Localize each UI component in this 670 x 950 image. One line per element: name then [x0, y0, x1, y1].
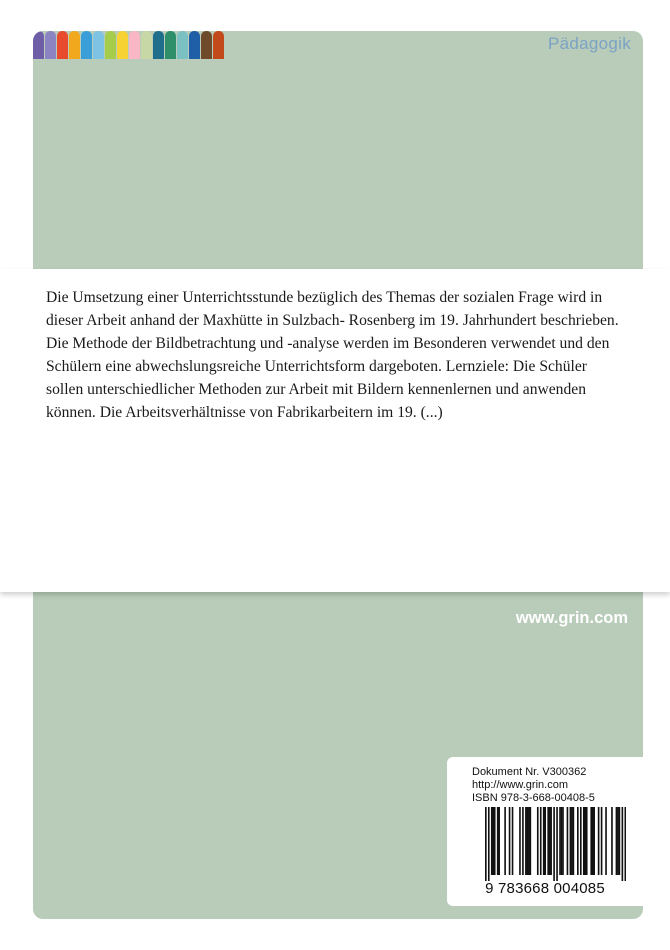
color-stripe	[141, 31, 152, 59]
barcode-bar	[498, 807, 500, 875]
barcode-bar	[584, 807, 586, 875]
barcode-bar	[622, 807, 624, 881]
barcode-bar	[509, 807, 511, 875]
barcode-bar	[616, 807, 618, 875]
barcode-bar	[485, 807, 487, 881]
barcode-bar	[549, 807, 551, 875]
barcode-bar	[559, 807, 561, 875]
barcode-bar	[605, 807, 607, 875]
barcode-bar	[567, 807, 569, 875]
barcode-bar	[491, 807, 493, 875]
barcode-bar	[537, 807, 539, 875]
color-stripe	[129, 31, 140, 59]
barcode-bar	[619, 807, 621, 875]
barcode-bar	[550, 807, 552, 875]
barcode-bar	[593, 807, 595, 875]
barcode-bar	[580, 807, 582, 875]
barcode-bar	[590, 807, 592, 875]
abstract-text: Die Umsetzung einer Unterrichtsstunde bezüglich des Themas der sozialen Frage wird in dieser Arbeit anhand der Maxhütte in Sulzbach- Rosenberg im 19. Jahrhundert beschrieben. Die Methode der Bildbetrachtung und -analyse werden im Besonderen verwendet und den Schülern eine abwechslungsreiche Unterrichtsform dargeboten. Lernziele: Die Schüler sollen unterschiedlicher Methoden zur Arbeit mit Bildern kennenlernen und anwenden können. Die Arbeitsverhältnisse von Fabrikarbeitern im 19. (...)	[46, 289, 619, 421]
color-stripe	[69, 31, 80, 59]
barcode-bar	[528, 807, 530, 875]
color-stripe	[105, 31, 116, 59]
barcode-bar	[617, 807, 619, 875]
barcode-bar	[547, 807, 549, 875]
category-label: Pädagogik	[547, 34, 631, 53]
barcode-bar	[625, 807, 626, 881]
barcode-bar	[525, 807, 527, 875]
barcode-bar	[577, 807, 579, 875]
color-stripe	[201, 31, 212, 59]
barcode-bar	[522, 807, 524, 875]
isbn-label: ISBN 978-3-668-00408-5	[472, 792, 595, 804]
barcode-bar	[527, 807, 529, 875]
color-stripes	[33, 31, 225, 59]
color-stripe	[33, 31, 44, 59]
color-stripe	[45, 31, 56, 59]
barcode-panel	[447, 757, 643, 906]
barcode-bar	[543, 807, 545, 875]
barcode-bar	[497, 807, 499, 875]
barcode-bar	[504, 807, 506, 875]
color-stripe	[81, 31, 92, 59]
barcode-bar	[540, 807, 542, 875]
barcode-bar	[562, 807, 564, 875]
abstract-panel	[0, 269, 670, 592]
barcode-bar	[488, 807, 490, 881]
barcode-bar	[592, 807, 594, 875]
barcode-bar	[573, 807, 575, 875]
barcode-bar	[492, 807, 494, 875]
barcode-bar	[598, 807, 600, 875]
color-stripe	[177, 31, 188, 59]
barcode-bar	[494, 807, 496, 875]
barcode-bar	[512, 807, 514, 875]
barcode-bar	[561, 807, 563, 875]
barcode-bar	[586, 807, 588, 875]
color-stripe	[213, 31, 224, 59]
ean-digits: 9 783668 004085	[485, 880, 605, 897]
document-number: Dokument Nr. V300362	[472, 766, 587, 778]
color-stripe	[117, 31, 128, 59]
color-stripe	[153, 31, 164, 59]
color-stripe	[165, 31, 176, 59]
barcode-bar	[570, 807, 572, 875]
barcode-bar	[530, 807, 532, 875]
barcode-bar	[601, 807, 603, 875]
barcode-image	[485, 807, 626, 881]
barcode-bar	[571, 807, 573, 875]
barcode-bar	[611, 807, 613, 875]
color-stripe	[189, 31, 200, 59]
barcode-bar	[556, 807, 558, 881]
document-url[interactable]: http://www.grin.com	[472, 779, 568, 791]
website-link[interactable]: www.grin.com	[515, 609, 628, 627]
barcode-bar	[553, 807, 555, 881]
color-stripe	[93, 31, 104, 59]
barcode-bar	[519, 807, 521, 875]
barcode-bar	[544, 807, 546, 875]
barcode-bar	[583, 807, 585, 875]
color-stripe	[57, 31, 68, 59]
